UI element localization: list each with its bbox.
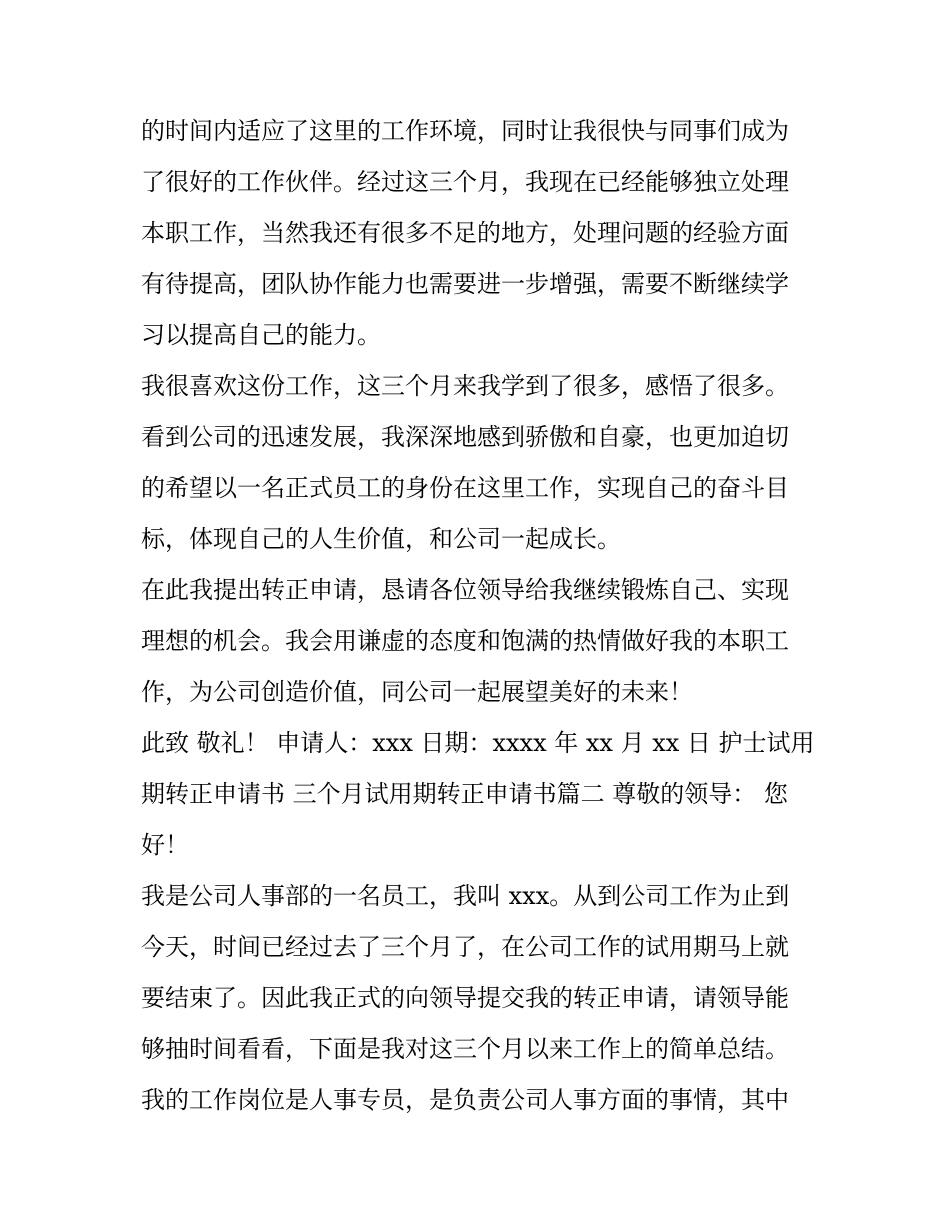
text-line: 理想的机会。我会用谦虚的态度和饱满的热情做好我的本职工: [141, 627, 789, 655]
text-line: 此致 敬礼！ 申请人：xxx 日期：xxxx 年 xx 月 xx 日 护士试用: [141, 729, 815, 757]
text-line: 够抽时间看看，下面是我对这三个月以来工作上的简单总结。: [141, 1035, 789, 1063]
document-body: [141, 106, 821, 1126]
text-line: 在此我提出转正申请，恳请各位领导给我继续锻炼自己、实现: [141, 576, 789, 604]
text-line: 有待提高，团队协作能力也需要进一步增强，需要不断继续学: [141, 270, 789, 298]
text-line: 习以提高自己的能力。: [141, 321, 381, 349]
text-line: 作，为公司创造价值，同公司一起展望美好的未来！: [141, 678, 693, 706]
text-line: 了很好的工作伙伴。经过这三个月，我现在已经能够独立处理: [141, 168, 789, 196]
text-line: 我很喜欢这份工作，这三个月来我学到了很多，感悟了很多。: [141, 372, 789, 400]
text-line: 今天，时间已经过去了三个月了，在公司工作的试用期马上就: [141, 933, 789, 961]
text-line: 我的工作岗位是人事专员，是负责公司人事方面的事情，其中: [141, 1086, 789, 1114]
text-line: 标，体现自己的人生价值，和公司一起成长。: [141, 525, 621, 553]
text-line: 我是公司人事部的一名员工，我叫 xxx。从到公司工作为止到: [141, 882, 790, 910]
text-line: 好！: [141, 831, 189, 859]
text-line: 看到公司的迅速发展，我深深地感到骄傲和自豪，也更加迫切: [141, 423, 789, 451]
text-line: 的时间内适应了这里的工作环境，同时让我很快与同事们成为: [141, 117, 789, 145]
text-line: 的希望以一名正式员工的身份在这里工作，实现自己的奋斗目: [141, 474, 789, 502]
text-line: 本职工作，当然我还有很多不足的地方，处理问题的经验方面: [141, 219, 789, 247]
text-line: 期转正申请书 三个月试用期转正申请书篇二 尊敬的领导： 您: [141, 780, 788, 808]
text-line: 要结束了。因此我正式的向领导提交我的转正申请，请领导能: [141, 984, 789, 1012]
